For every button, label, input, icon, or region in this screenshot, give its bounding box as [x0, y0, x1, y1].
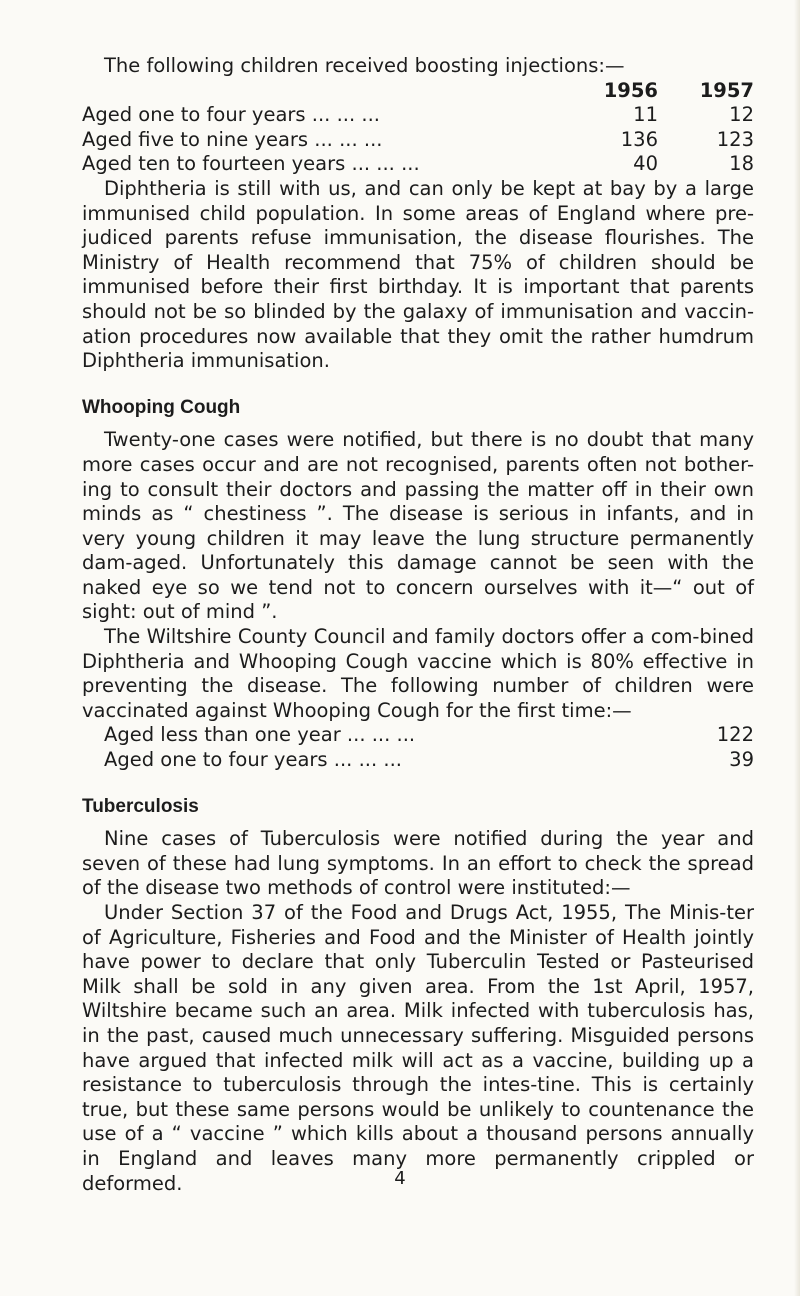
value-1956: 11 [633, 103, 658, 127]
tb-paragraph-2: Under Section 37 of the Food and Drugs Act, 1955, The Minis-ter of Agriculture, Fisheries and Food and the Minister of Health jointly have power to declare that only Tuberculin Tested or Pasteurised Milk shall be sold in any given area. From the 1st April, 1957, Wiltshire became such an area. Milk infected with tuberculosis has, in the past, caused much unnecessary suffering. Misguided persons have argued that infected milk will act as a vaccine, building up a resistance to tuberculosis through the intes-tine. This is certainly true, but these same persons would be unlikely to countenance the use of a “ vaccine ” which kills about a thousand persons annually in England and leaves many more permanently crippled or deformed. [82, 901, 754, 1195]
year-header-row [82, 79, 754, 104]
value-1957: 123 [716, 127, 754, 151]
page-number: 4 [394, 1168, 406, 1189]
year-1956: 1956 [603, 78, 658, 102]
whooping-counts [82, 723, 754, 772]
count-label: Aged less than one year ... ... ... [104, 723, 416, 747]
table-row [82, 152, 754, 177]
value-1956: 136 [620, 127, 658, 151]
boost-table [82, 79, 754, 177]
page-edge-shadow [794, 0, 800, 1296]
value-1956: 40 [633, 152, 658, 176]
value-1957: 18 [729, 152, 754, 176]
count-label: Aged one to four years ... ... ... [104, 748, 402, 772]
value-1957: 12 [729, 103, 754, 127]
year-1957: 1957 [699, 78, 754, 102]
page-content [82, 54, 754, 1196]
row-label: Aged ten to fourteen years ... ... ... [82, 152, 420, 176]
table-row [82, 103, 754, 128]
row-label: Aged one to four years ... ... ... [82, 103, 380, 127]
tb-paragraph-1: Nine cases of Tuberculosis were notified during the year and seven of these had lung symptoms. In an effort to check the spread of the disease two methods of control were instituted:— [82, 827, 754, 900]
list-item [82, 748, 754, 773]
whooping-paragraph-2: The Wiltshire County Council and family doctors offer a com-bined Diphtheria and Whooping Cough vaccine which is 80% effective in preventing the disease. The following number of children were vaccinated against Whooping Cough for the first time:— [82, 625, 754, 722]
diphtheria-paragraph: Diphtheria is still with us, and can only be kept at bay by a large immunised child population. In some areas of England where pre-judiced parents refuse immunisation, the disease flourishes. The Ministry of Health recommend that 75% of children should be immunised before their first birthday. It is important that parents should not be so blinded by the galaxy of immunisation and vaccin-ation procedures now available that they omit the rather humdrum Diphtheria immunisation. [82, 176, 754, 373]
table-row [82, 128, 754, 153]
whooping-cough-heading: Whooping Cough [82, 396, 241, 418]
list-item [82, 723, 754, 748]
intro-text: The following children received boosting injections:— [104, 54, 625, 77]
tuberculosis-heading: Tuberculosis [82, 795, 199, 817]
whooping-paragraph-1: Twenty-one cases were notified, but there is no doubt that many more cases occur and are not recognised, parents often not bother-ing to consult their doctors and passing the matter off in their own minds as “ chestiness ”. The disease is serious in infants, and in very young children it may leave the lung structure permanently dam-aged. Unfortunately this damage cannot be seen with the naked eye so we tend not to concern ourselves with it—“ out of sight: out of mind ”. [82, 428, 754, 624]
row-label: Aged five to nine years ... ... ... [82, 127, 383, 151]
count-value: 39 [729, 748, 754, 772]
count-value: 122 [716, 723, 754, 747]
